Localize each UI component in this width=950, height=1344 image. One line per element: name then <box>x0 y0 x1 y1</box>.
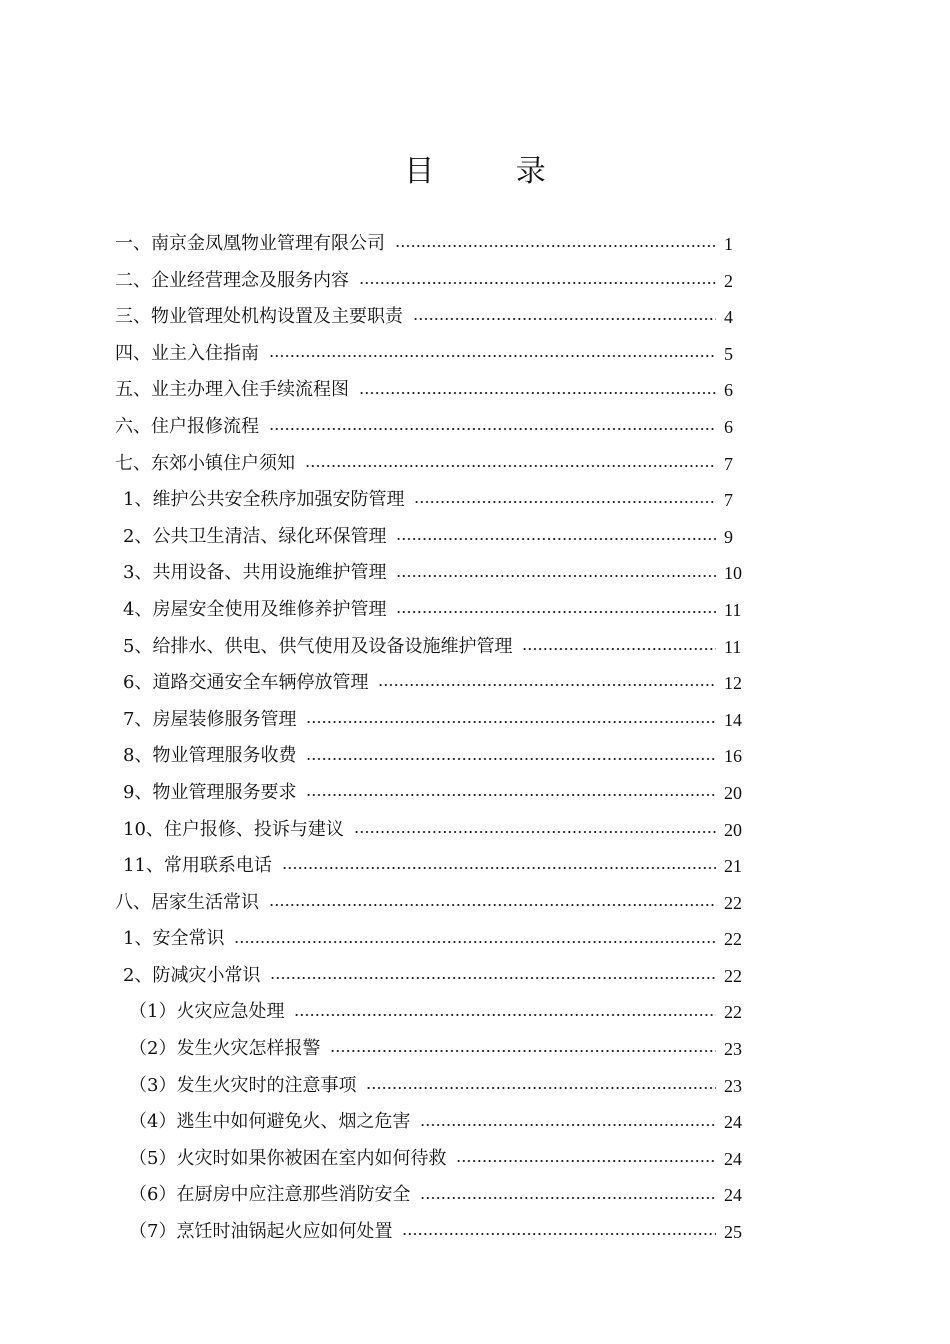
toc-entry[interactable] <box>115 921 750 958</box>
toc-entry-label: 四、业主入住指南 <box>115 342 259 364</box>
toc-entry-label: 10、住户报修、投诉与建议 <box>123 818 344 840</box>
toc-entry-label: （2）发生火灾怎样报警 <box>129 1038 321 1060</box>
toc-entry-label: 1、维护公共安全秩序加强安防管理 <box>123 489 405 511</box>
toc-entry-page-number: 23 <box>724 1039 742 1060</box>
toc-entry-page-number: 2 <box>724 270 733 291</box>
dot-leader <box>269 355 716 357</box>
dot-leader <box>366 1087 716 1089</box>
toc-entry[interactable] <box>115 519 750 556</box>
toc-entry-page-number: 5 <box>724 343 733 364</box>
dot-leader <box>402 1233 716 1235</box>
toc-entry[interactable] <box>115 1104 750 1141</box>
toc-entry-label: 11、常用联系电话 <box>123 855 272 877</box>
toc-entry[interactable] <box>115 629 750 666</box>
toc-entry-page-number: 14 <box>724 709 742 730</box>
toc-entry[interactable] <box>115 263 750 300</box>
toc-entry-label: 8、物业管理服务收费 <box>123 745 297 767</box>
table-of-contents <box>115 226 750 1251</box>
dot-leader <box>396 575 716 577</box>
toc-entry-label: （6）在厨房中应注意那些消防安全 <box>129 1184 411 1206</box>
toc-entry[interactable] <box>115 446 750 483</box>
dot-leader <box>359 392 716 394</box>
toc-entry-page-number: 12 <box>724 673 742 694</box>
toc-entry-page-number: 11 <box>724 599 742 620</box>
toc-entry-label: 三、物业管理处机构设置及主要职责 <box>115 306 403 328</box>
toc-entry[interactable] <box>115 738 750 775</box>
toc-entry[interactable] <box>115 1068 750 1105</box>
toc-entry-label: 6、道路交通安全车辆停放管理 <box>123 672 369 694</box>
dot-leader <box>378 684 716 686</box>
toc-entry[interactable] <box>115 299 750 336</box>
toc-entry-page-number: 6 <box>724 416 733 437</box>
dot-leader <box>306 758 716 760</box>
toc-entry-page-number: 16 <box>724 746 742 767</box>
toc-entry[interactable] <box>115 994 750 1031</box>
toc-entry-label: 1、安全常识 <box>123 928 225 950</box>
toc-entry[interactable] <box>115 812 750 849</box>
dot-leader <box>282 867 716 869</box>
toc-entry-page-number: 7 <box>724 453 733 474</box>
toc-entry[interactable] <box>115 1177 750 1214</box>
toc-entry-page-number: 9 <box>724 526 733 547</box>
dot-leader <box>414 501 716 503</box>
toc-entry[interactable] <box>115 1141 750 1178</box>
toc-entry[interactable] <box>115 665 750 702</box>
toc-entry-page-number: 20 <box>724 782 742 803</box>
toc-entry-page-number: 6 <box>724 380 733 401</box>
toc-entry-label: 七、东郊小镇住户须知 <box>115 452 295 474</box>
toc-entry-page-number: 7 <box>724 490 733 511</box>
toc-entry[interactable] <box>115 409 750 446</box>
toc-entry-page-number: 24 <box>724 1112 742 1133</box>
dot-leader <box>395 245 716 247</box>
toc-entry-label: 二、企业经营理念及服务内容 <box>115 269 349 291</box>
dot-leader <box>456 1160 716 1162</box>
toc-entry-label: （1）火灾应急处理 <box>129 1001 285 1023</box>
toc-entry-label: 2、公共卫生清洁、绿化环保管理 <box>123 525 387 547</box>
toc-entry-page-number: 22 <box>724 929 742 950</box>
toc-entry-label: 3、共用设备、共用设施维护管理 <box>123 562 387 584</box>
dot-leader <box>396 538 716 540</box>
toc-entry-label: （5）火灾时如果你被困在室内如何待救 <box>129 1147 447 1169</box>
toc-entry[interactable] <box>115 482 750 519</box>
toc-entry[interactable] <box>115 592 750 629</box>
dot-leader <box>306 794 716 796</box>
toc-entry-page-number: 10 <box>724 563 742 584</box>
toc-entry-page-number: 1 <box>724 234 733 254</box>
toc-entry[interactable] <box>115 1214 750 1251</box>
toc-entry-page-number: 21 <box>724 856 742 877</box>
toc-entry-label: （3）发生火灾时的注意事项 <box>129 1074 357 1096</box>
toc-entry-label: 2、防减灾小常识 <box>123 964 261 986</box>
dot-leader <box>270 977 716 979</box>
toc-entry[interactable] <box>115 226 750 263</box>
toc-entry-page-number: 24 <box>724 1185 742 1206</box>
toc-entry[interactable] <box>115 885 750 922</box>
toc-entry-label: （7）烹饪时油锅起火应如何处置 <box>129 1221 393 1243</box>
toc-entry-page-number: 22 <box>724 965 742 986</box>
toc-entry[interactable] <box>115 555 750 592</box>
toc-entry[interactable] <box>115 702 750 739</box>
toc-entry[interactable] <box>115 1031 750 1068</box>
toc-entry-label: 7、房屋装修服务管理 <box>123 708 297 730</box>
toc-entry-page-number: 22 <box>724 892 742 913</box>
toc-entry-label: 4、房屋安全使用及维修养护管理 <box>123 598 387 620</box>
toc-entry-label: 5、给排水、供电、供气使用及设备设施维护管理 <box>123 635 513 657</box>
toc-entry[interactable] <box>115 958 750 995</box>
toc-entry[interactable] <box>115 775 750 812</box>
toc-entry-page-number: 11 <box>724 636 742 657</box>
toc-title: 目 录 <box>404 154 582 189</box>
toc-entry[interactable] <box>115 848 750 885</box>
dot-leader <box>420 1124 716 1126</box>
dot-leader <box>420 1197 716 1199</box>
toc-entry-page-number: 20 <box>724 819 742 840</box>
toc-entry-label: 一、南京金凤凰物业管理有限公司 <box>115 233 385 254</box>
toc-entry-page-number: 25 <box>724 1222 742 1243</box>
dot-leader <box>413 318 716 320</box>
dot-leader <box>330 1050 716 1052</box>
toc-entry-page-number: 24 <box>724 1148 742 1169</box>
dot-leader <box>294 1014 716 1016</box>
dot-leader <box>522 648 716 650</box>
toc-entry-label: 五、业主办理入住手续流程图 <box>115 379 349 401</box>
toc-entry-page-number: 23 <box>724 1075 742 1096</box>
toc-entry-page-number: 4 <box>724 307 733 328</box>
dot-leader <box>306 721 716 723</box>
toc-entry-page-number: 22 <box>724 1002 742 1023</box>
dot-leader <box>234 941 716 943</box>
dot-leader <box>305 465 716 467</box>
dot-leader <box>354 831 716 833</box>
toc-entry-label: （4）逃生中如何避免火、烟之危害 <box>129 1111 411 1133</box>
toc-entry-label: 八、居家生活常识 <box>115 891 259 913</box>
toc-entry[interactable] <box>115 372 750 409</box>
toc-entry[interactable] <box>115 336 750 373</box>
toc-entry-label: 9、物业管理服务要求 <box>123 781 297 803</box>
dot-leader <box>269 904 716 906</box>
dot-leader <box>269 428 716 430</box>
dot-leader <box>396 611 716 613</box>
dot-leader <box>359 282 716 284</box>
toc-entry-label: 六、住户报修流程 <box>115 415 259 437</box>
